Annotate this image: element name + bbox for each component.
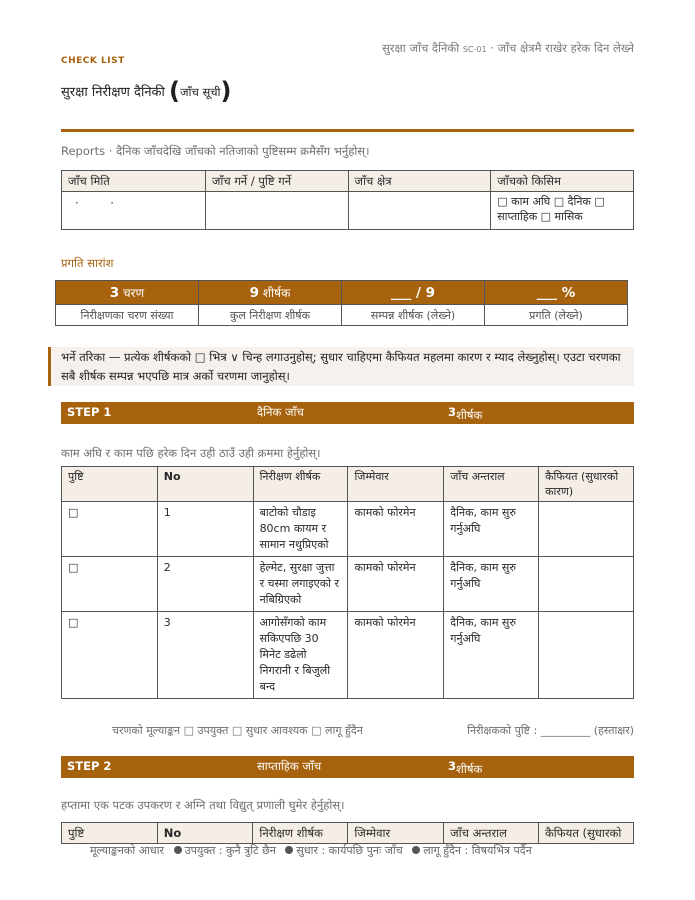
table-row [62, 502, 634, 557]
header-date: जाँच मिति [62, 171, 206, 192]
col-remark: कैफियत (सुधारको कारण) [539, 467, 634, 502]
type-options[interactable] [491, 192, 634, 230]
table-row [62, 612, 634, 699]
step2-name: STEP 2 [67, 759, 112, 773]
col-confirm: पुष्टि [62, 823, 158, 844]
col-confirm: पुष्टि [62, 467, 158, 502]
row-checkbox[interactable]: □ [62, 612, 158, 699]
row-interval: दैनिक, काम सुरु गर्नुअघि [444, 557, 539, 612]
row-remark[interactable] [539, 557, 634, 612]
step1-title: दैनिक जाँच [257, 405, 304, 419]
progress-summary [55, 280, 628, 326]
checklist-label: CHECK LIST [61, 56, 125, 66]
row-interval: दैनिक, काम सुरु गर्नुअघि [444, 612, 539, 699]
area-field[interactable] [348, 192, 491, 230]
row-item: बाटोको चौडाइ 80cm कायम र सामान नथुप्रिएको [253, 502, 348, 557]
col-interval: जाँच अन्तराल [444, 823, 539, 844]
row-checkbox[interactable]: □ [62, 502, 158, 557]
step1-count: 3 शीर्षक [448, 405, 483, 422]
bullet-dot-icon [174, 846, 182, 854]
row-item: हेल्मेट, सुरक्षा जुत्ता र चस्मा लगाइएको र नबिग्रिएको [253, 557, 348, 612]
type-options-line2[interactable]: साप्ताहिक □ मासिक [497, 210, 583, 223]
row-owner: कामको फोरमेन [348, 502, 444, 557]
table-row [62, 557, 634, 612]
step1-inspector-signature[interactable]: निरीक्षकको पुष्टि : _________ (हस्ताक्षर) [467, 724, 634, 737]
step2-title: साप्ताहिक जाँच [257, 759, 322, 773]
summary-label: निरीक्षणका चरण संख्या [56, 305, 199, 326]
row-checkbox[interactable]: □ [62, 557, 158, 612]
row-interval: दैनिक, काम सुरु गर्नुअघि [444, 502, 539, 557]
header-type: जाँचको किसिम [491, 171, 634, 192]
header-area: जाँच क्षेत्र [348, 171, 491, 192]
col-item: निरीक्षण शीर्षक [253, 467, 348, 502]
step2-subtitle: हप्तामा एक पटक उपकरण र अग्नि तथा विद्युत् प्रणाली घुमेर हेर्नुहोस्। [61, 798, 345, 812]
col-item: निरीक्षण शीर्षक [253, 823, 348, 844]
document-code: SC-01 [462, 45, 487, 54]
legend-item: सुधार : कार्यपछि पुनः जाँच [296, 844, 403, 857]
step1-name: STEP 1 [67, 405, 112, 419]
evaluation-legend [90, 843, 532, 858]
running-title: सुरक्षा जाँच दैनिकी [382, 41, 460, 55]
col-no: No [157, 467, 253, 502]
legend-lead: मूल्याङ्कनको आधार [90, 844, 165, 857]
col-remark: कैफियत (सुधारको [538, 823, 633, 844]
step1-subtitle: काम अघि र काम पछि हरेक दिन उही ठाउँ उही क्रममा हेर्नुहोस्। [61, 446, 321, 460]
row-item: आगोसँगको काम सकिएपछि 30 मिनेट डढेलो निगरानी र बिजुली बन्द [253, 612, 348, 699]
legend-item: लागू हुँदैन : विषयभित्र पर्दैन [423, 844, 532, 857]
step2-table [61, 822, 634, 844]
header-inspector: जाँच गर्ने / पुष्टि गर्ने [205, 171, 348, 192]
header-divider [61, 129, 634, 132]
row-remark[interactable] [539, 612, 634, 699]
row-owner: कामको फोरमेन [348, 612, 444, 699]
summary-percent[interactable]: ___ % [485, 281, 628, 305]
row-number: 2 [157, 557, 253, 612]
row-number: 1 [157, 502, 253, 557]
col-interval: जाँच अन्तराल [444, 467, 539, 502]
summary-label: कुल निरीक्षण शीर्षक [199, 305, 342, 326]
col-no: No [157, 823, 253, 844]
row-number: 3 [157, 612, 253, 699]
running-note: जाँच क्षेत्रमै राखेर हरेक दिन लेख्ने [497, 41, 634, 55]
summary-done[interactable]: ___ / 9 [342, 281, 485, 305]
col-owner: जिम्मेवार [348, 467, 444, 502]
reports-line: Reports · दैनिक जाँचदेखि जाँचको नतिजाको पुष्टिसम्म क्रमैसँग भर्नुहोस्। [61, 144, 370, 158]
step1-bar [61, 402, 634, 424]
bullet-dot-icon [412, 846, 420, 854]
type-options-line1[interactable]: □ काम अघि □ दैनिक □ [497, 195, 605, 208]
date-field[interactable]: · · [62, 192, 206, 230]
step2-bar [61, 756, 634, 778]
title-sub: जाँच सूची [180, 85, 221, 99]
summary-label: प्रगति (लेख्ने) [485, 305, 628, 326]
progress-label: प्रगति सारांश [61, 256, 114, 270]
legend-item: उपयुक्त : कुनै त्रुटि छैन [184, 844, 276, 857]
instructions-note: भर्ने तरिका — प्रत्येक शीर्षकको □ भित्र ∨ चिन्ह लगाउनुहोस्; सुधार चाहिएमा कैफियत महलमा कारण र म्याद लेख्नुहोस्। एउटा चरणका सबै शीर्षक सम्पन्न भएपछि मात्र अर्को चरणमा जानुहोस्। [48, 347, 634, 386]
summary-items: 9 शीर्षक [199, 281, 342, 305]
row-owner: कामको फोरमेन [348, 557, 444, 612]
info-table [61, 170, 634, 230]
step2-count: 3 शीर्षक [448, 759, 483, 776]
inspector-field[interactable] [205, 192, 348, 230]
row-remark[interactable] [539, 502, 634, 557]
step1-evaluation[interactable]: चरणको मूल्याङ्कन □ उपयुक्त □ सुधार आवश्यक □ लागू हुँदैन [112, 724, 363, 737]
title-main: सुरक्षा निरीक्षण दैनिकी [61, 85, 165, 100]
running-header: सुरक्षा जाँच दैनिकी SC-01 · जाँच क्षेत्रमै राखेर हरेक दिन लेख्ने [382, 41, 634, 55]
step1-table [61, 466, 634, 699]
summary-label: सम्पन्न शीर्षक (लेख्ने) [342, 305, 485, 326]
bullet-dot-icon [285, 846, 293, 854]
page-title: सुरक्षा निरीक्षण दैनिकी (जाँच सूची) [61, 77, 232, 105]
summary-steps: 3 चरण [56, 281, 199, 305]
col-owner: जिम्मेवार [348, 823, 444, 844]
